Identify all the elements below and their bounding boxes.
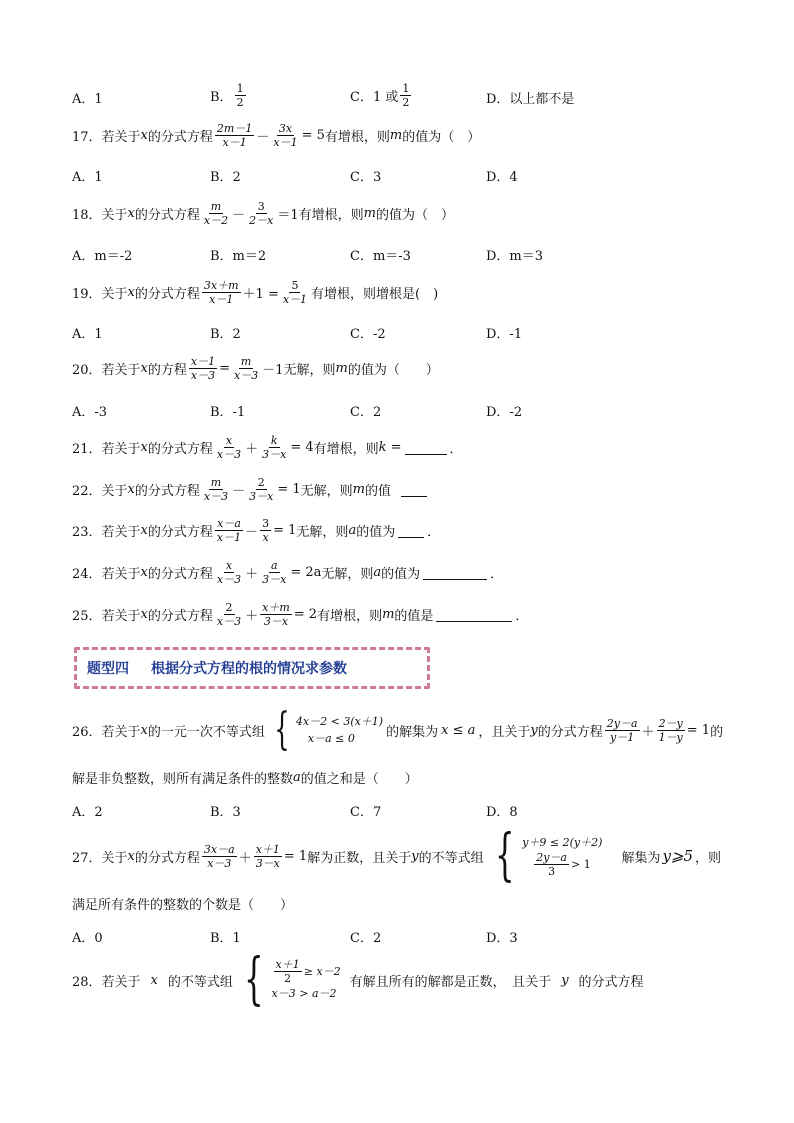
q19-option-d: D．-1 xyxy=(486,327,523,342)
inequality-system: { y＋9 ≤ 2(y＋2) $\frac{2y-a}{3}$ > 1 xyxy=(494,823,603,888)
section-tag: 题型四 xyxy=(87,661,129,677)
q27-option-c: C．2 xyxy=(350,931,382,946)
question-28: 28．若关于 x 的不等式组 { $\frac{x+1}{2}$ ≥ x－2 x－3 > a－2 有解且所有的解都是正数， 且关于 y 的分式方程 xyxy=(72,947,644,1012)
question-19: 19．关于 x 的分式方程 $\frac{3x+m}{x-1}$ ＋1 = $\frac{5}{x-1}$ 有增根，则增根是( ) xyxy=(72,279,439,306)
q20-option-b: B．-1 xyxy=(210,405,246,420)
q20-option-d: D．-2 xyxy=(486,405,523,420)
q27-option-a: A．0 xyxy=(72,931,103,946)
question-23: 23．若关于 x 的分式方程 $\frac{x-a}{x-1}$ － $\frac{3}{x}$ = 1 无解，则 a 的值为 ． xyxy=(72,517,441,544)
q20-option-a: A．-3 xyxy=(72,405,108,420)
q16-option-b: B． $\frac{1}{2}$ xyxy=(210,82,244,109)
q26-option-b: B．3 xyxy=(210,805,241,820)
q27-option-b: B．1 xyxy=(210,931,241,946)
q18-option-d: D．m＝3 xyxy=(486,249,544,264)
question-24: 24．若关于 x 的分式方程 $\frac{x}{x-3}$ ＋ $\frac{a}{3-x}$ = 2a 无解，则 a 的值为 ． xyxy=(72,559,504,586)
q26-option-c: C．7 xyxy=(350,805,382,820)
question-25: 25．若关于 x 的分式方程 $\frac{2}{x-3}$ ＋ $\frac{x+m}{3-x}$ = 2 有增根，则 m 的值是 ． xyxy=(72,601,529,628)
answer-blank[interactable] xyxy=(423,565,487,580)
q17-option-a: A．1 xyxy=(72,170,103,185)
question-26-line2: 解是非负整数，则所有满足条件的整数 a 的值之和是（ ） xyxy=(72,770,418,787)
q26-option-d: D．8 xyxy=(486,805,518,820)
q16-option-d: D．以上都不是 xyxy=(486,92,575,107)
question-27: 27．关于 x 的分式方程 $\frac{3x-a}{x-3}$ ＋ $\frac{x+1}{3-x}$ = 1 解为正数，且关于 y 的不等式组 { y＋9 ≤ 2(y＋2) $\frac{2y-a}{3}$ > 1 解集为 y⩾5 ，则 xyxy=(72,823,722,888)
question-18: 18．关于 x 的分式方程 $\frac{m}{x-2}$ － $\frac{3}{2-x}$ ＝1 有增根，则 m 的值为（ ） xyxy=(72,200,454,227)
q18-option-c: C．m＝-3 xyxy=(350,249,411,264)
q19-option-b: B．2 xyxy=(210,327,241,342)
q18-option-a: A．m＝-2 xyxy=(72,249,133,264)
answer-blank[interactable] xyxy=(405,440,447,455)
question-26: 26．若关于 x 的一元一次不等式组 { 4x－2 < 3(x＋1) x－a ≤ 0 的解集为 x ≤ a ，且关于 y 的分式方程 $\frac{2y-a}{y-1}$ ＋ $\frac{2-y}{1-y}$ = 1 的 xyxy=(72,704,724,755)
question-27-line2: 满足所有条件的整数的个数是（ ） xyxy=(72,898,294,913)
q17-option-c: C．3 xyxy=(350,170,382,185)
q17-option-d: D．4 xyxy=(486,170,518,185)
answer-blank[interactable] xyxy=(398,523,424,538)
question-21: 21．若关于 x 的分式方程 $\frac{x}{x-3}$ ＋ $\frac{k}{3-x}$ = 4 有增根，则 k = ． xyxy=(72,434,463,461)
q27-option-d: D．3 xyxy=(486,931,518,946)
q26-option-a: A．2 xyxy=(72,805,103,820)
answer-blank[interactable] xyxy=(436,607,512,622)
section-heading xyxy=(74,647,430,689)
inequality-system: { $\frac{x+1}{2}$ ≥ x－2 x－3 > a－2 xyxy=(243,947,341,1012)
q19-option-c: C．-2 xyxy=(350,327,386,342)
question-20: 20．若关于 x 的方程 $\frac{x-1}{x-3}$ = $\frac{m}{x-3}$ －1 无解，则 m 的值为（ ） xyxy=(72,355,439,382)
inequality-system: { 4x－2 < 3(x＋1) x－a ≤ 0 xyxy=(274,704,384,755)
question-22: 22．关于 x 的分式方程 $\frac{m}{x-3}$ － $\frac{2}{3-x}$ = 1 无解，则 m 的值 xyxy=(72,476,430,503)
q19-option-a: A．1 xyxy=(72,327,103,342)
section-title: 根据分式方程的根的情况求参数 xyxy=(151,661,347,677)
q17-option-b: B．2 xyxy=(210,170,241,185)
answer-blank[interactable] xyxy=(401,482,427,497)
question-17: 17．若关于 x 的分式方程 $\frac{2m-1}{x-1}$ － $\frac{3x}{x-1}$ = 5 有增根，则 m 的值为（ ） xyxy=(72,122,481,149)
q16-option-c: C．1 或 $\frac{1}{2}$ xyxy=(350,82,410,109)
q20-option-c: C．2 xyxy=(350,405,382,420)
q16-option-a: A．1 xyxy=(72,92,103,107)
q18-option-b: B．m＝2 xyxy=(210,249,267,264)
